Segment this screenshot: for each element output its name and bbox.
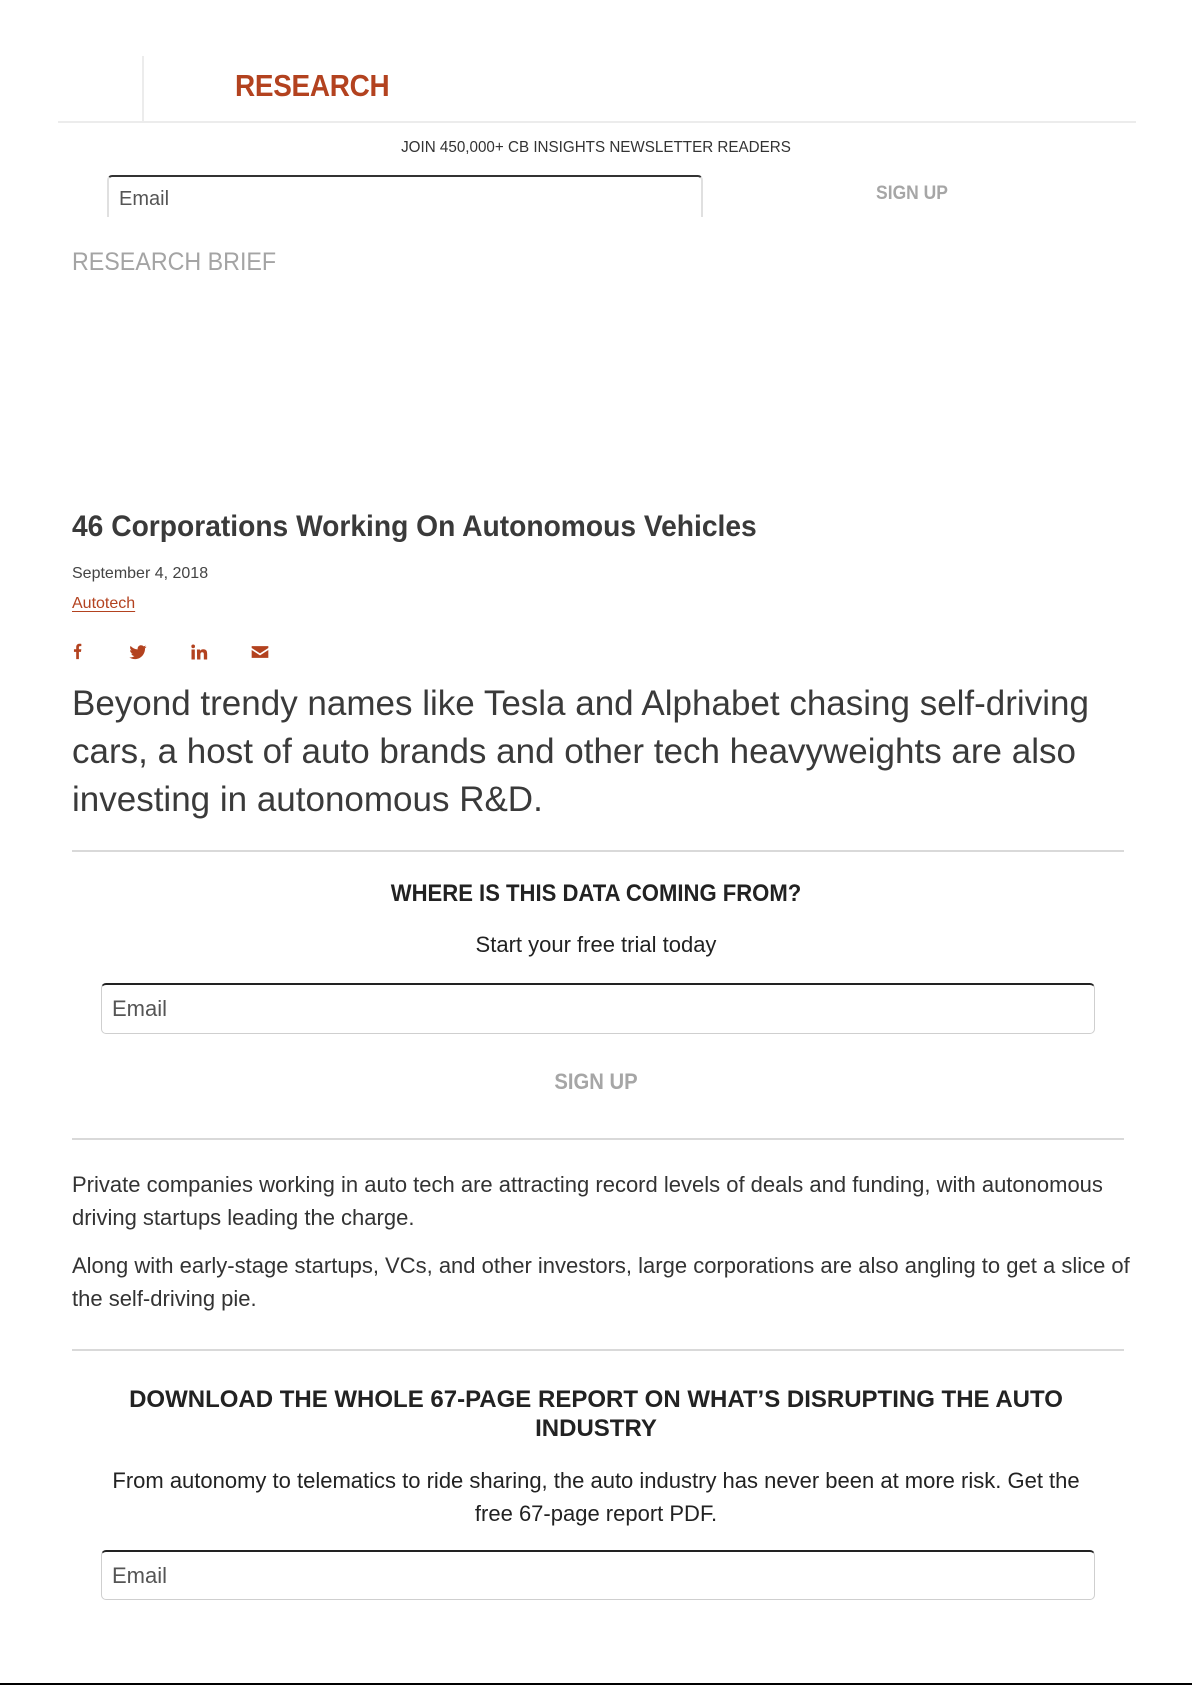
report-cta-title: DOWNLOAD THE WHOLE 67-PAGE REPORT ON WHAT’S DISRUPTING THE AUTO INDUSTRY bbox=[129, 1386, 1063, 1442]
trial-cta-subtitle: Start your free trial today bbox=[475, 932, 717, 957]
article-date: September 4, 2018 bbox=[72, 565, 209, 582]
article-title: 46 Corporations Working On Autonomous Vehicles bbox=[72, 510, 757, 543]
divider bbox=[72, 1138, 1124, 1140]
newsletter-email-field[interactable] bbox=[107, 175, 703, 217]
newsletter-email-input[interactable] bbox=[109, 177, 701, 215]
divider bbox=[72, 1349, 1124, 1351]
article-lede: Beyond trendy names like Tesla and Alphabet chasing self-driving cars, a host of auto brands and other tech heavyweights are also investing in autonomous R&D. bbox=[72, 684, 1089, 819]
body-paragraph: Private companies working in auto tech are attracting record levels of deals and funding, with autonomous driving startups leading the charge. bbox=[72, 1172, 1103, 1230]
research-brand-link[interactable]: RESEARCH bbox=[235, 68, 390, 103]
linkedin-icon[interactable] bbox=[189, 642, 209, 662]
header-divider bbox=[142, 56, 144, 123]
section-label: RESEARCH BRIEF bbox=[72, 248, 277, 276]
trial-cta-title: WHERE IS THIS DATA COMING FROM? bbox=[390, 880, 802, 907]
report-email-field[interactable] bbox=[101, 1550, 1095, 1600]
trial-email-field[interactable] bbox=[101, 983, 1095, 1034]
divider bbox=[72, 850, 1124, 852]
newsletter-signup-button[interactable]: SIGN UP bbox=[876, 183, 948, 204]
body-paragraph: Along with early-stage startups, VCs, and other investors, large corporations are also angling to get a slice of the self-driving pie. bbox=[72, 1253, 1130, 1311]
article-tag-link[interactable]: Autotech bbox=[72, 595, 136, 612]
site-header bbox=[58, 52, 1136, 123]
facebook-icon[interactable] bbox=[72, 642, 92, 662]
twitter-icon[interactable] bbox=[128, 642, 148, 662]
report-cta-subtitle: From autonomy to telematics to ride sharing, the auto industry has never been at more risk. Get the free 67-page report PDF. bbox=[112, 1468, 1080, 1526]
newsletter-title: JOIN 450,000+ CB INSIGHTS NEWSLETTER READERS bbox=[401, 139, 791, 156]
trial-email-input[interactable] bbox=[102, 985, 1094, 1033]
email-icon[interactable] bbox=[250, 642, 270, 662]
trial-signup-button[interactable]: SIGN UP bbox=[554, 1069, 638, 1094]
report-email-input[interactable] bbox=[102, 1552, 1094, 1599]
